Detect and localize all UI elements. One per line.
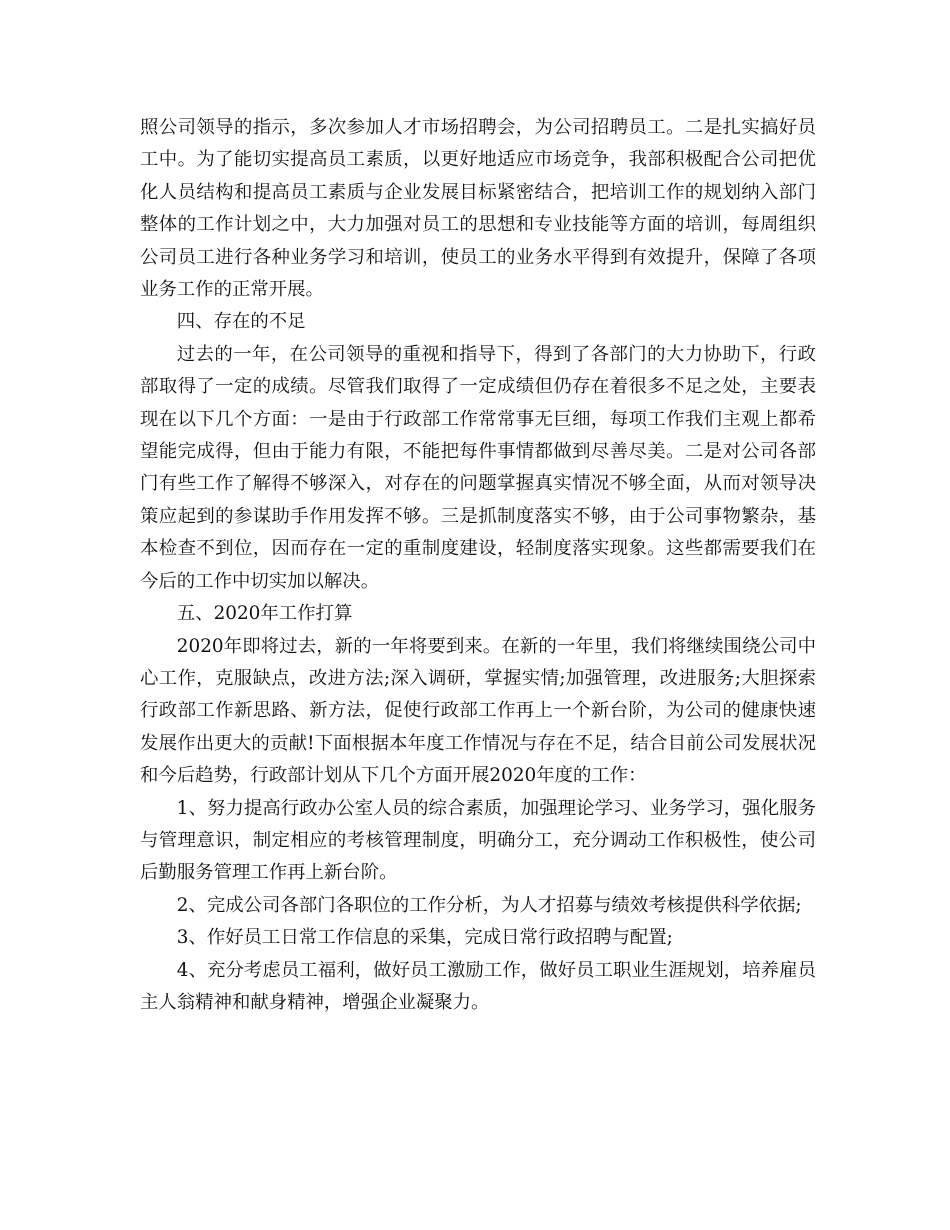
plan-item-4: 4、充分考虑员工福利，做好员工激励工作，做好员工职业生涯规划，培养雇员主人翁精神和献身精神，增强企业凝聚力。 (140, 959, 816, 1013)
plan-item-3: 3、作好员工日常工作信息的采集，完成日常行政招聘与配置; (176, 927, 673, 949)
paragraph-continuation: 照公司领导的指示，多次参加人才市场招聘会，为公司招聘员工。二是扎实搞好员工中。为了能切实提高员工素质，以更好地适应市场竞争，我部积极配合公司把优化人员结构和提高员工素质与企业发展目标紧密结合，把培训工作的规划纳入部门整体的工作计划之中，大力加强对员工的思想和专业技能等方面的培训，每周组织公司员工进行各种业务学习和培训，使员工的业务水平得到有效提升，保障了各项业务工作的正常开展。 (140, 117, 816, 301)
plan-item-1: 1、努力提高行政办公室人员的综合素质，加强理论学习、业务学习，强化服务与管理意识，制定相应的考核管理制度，明确分工，充分调动工作积极性，使公司后勤服务管理工作再上新台阶。 (140, 797, 816, 884)
document-body (140, 112, 816, 1019)
section-heading-plan: 五、2020年工作打算 (176, 603, 353, 625)
paragraph-shortcomings: 过去的一年，在公司领导的重视和指导下，得到了各部门的大力协助下，行政部取得了一定的成绩。尽管我们取得了一定成绩但仍存在着很多不足之处，主要表现在以下几个方面：一是由于行政部工作常常事无巨细，每项工作我们主观上都希望能完成得，但由于能力有限，不能把每件事情都做到尽善尽美。二是对公司各部门有些工作了解得不够深入，对存在的问题掌握真实情况不够全面，从而对领导决策应起到的参谋助手作用发挥不够。三是抓制度落实不够，由于公司事物繁杂，基本检查不到位，因而存在一定的重制度建设，轻制度落实现象。这些都需要我们在今后的工作中切实加以解决。 (140, 343, 816, 592)
plan-item-2: 2、完成公司各部门各职位的工作分析，为人才招募与绩效考核提供科学依据; (176, 894, 802, 916)
section-heading-shortcomings: 四、存在的不足 (176, 311, 306, 333)
paragraph-plan-intro: 2020年即将过去，新的一年将要到来。在新的一年里，我们将继续围绕公司中心工作，克服缺点，改进方法;深入调研，掌握实情;加强管理，改进服务;大胆探索行政部工作新思路、新方法，促使行政部工作再上一个新台阶，为公司的健康快速发展作出更大的贡献!下面根据本年度工作情况与存在不足，结合目前公司发展状况和今后趋势，行政部计划从下几个方面开展2020年度的工作： (140, 635, 816, 787)
